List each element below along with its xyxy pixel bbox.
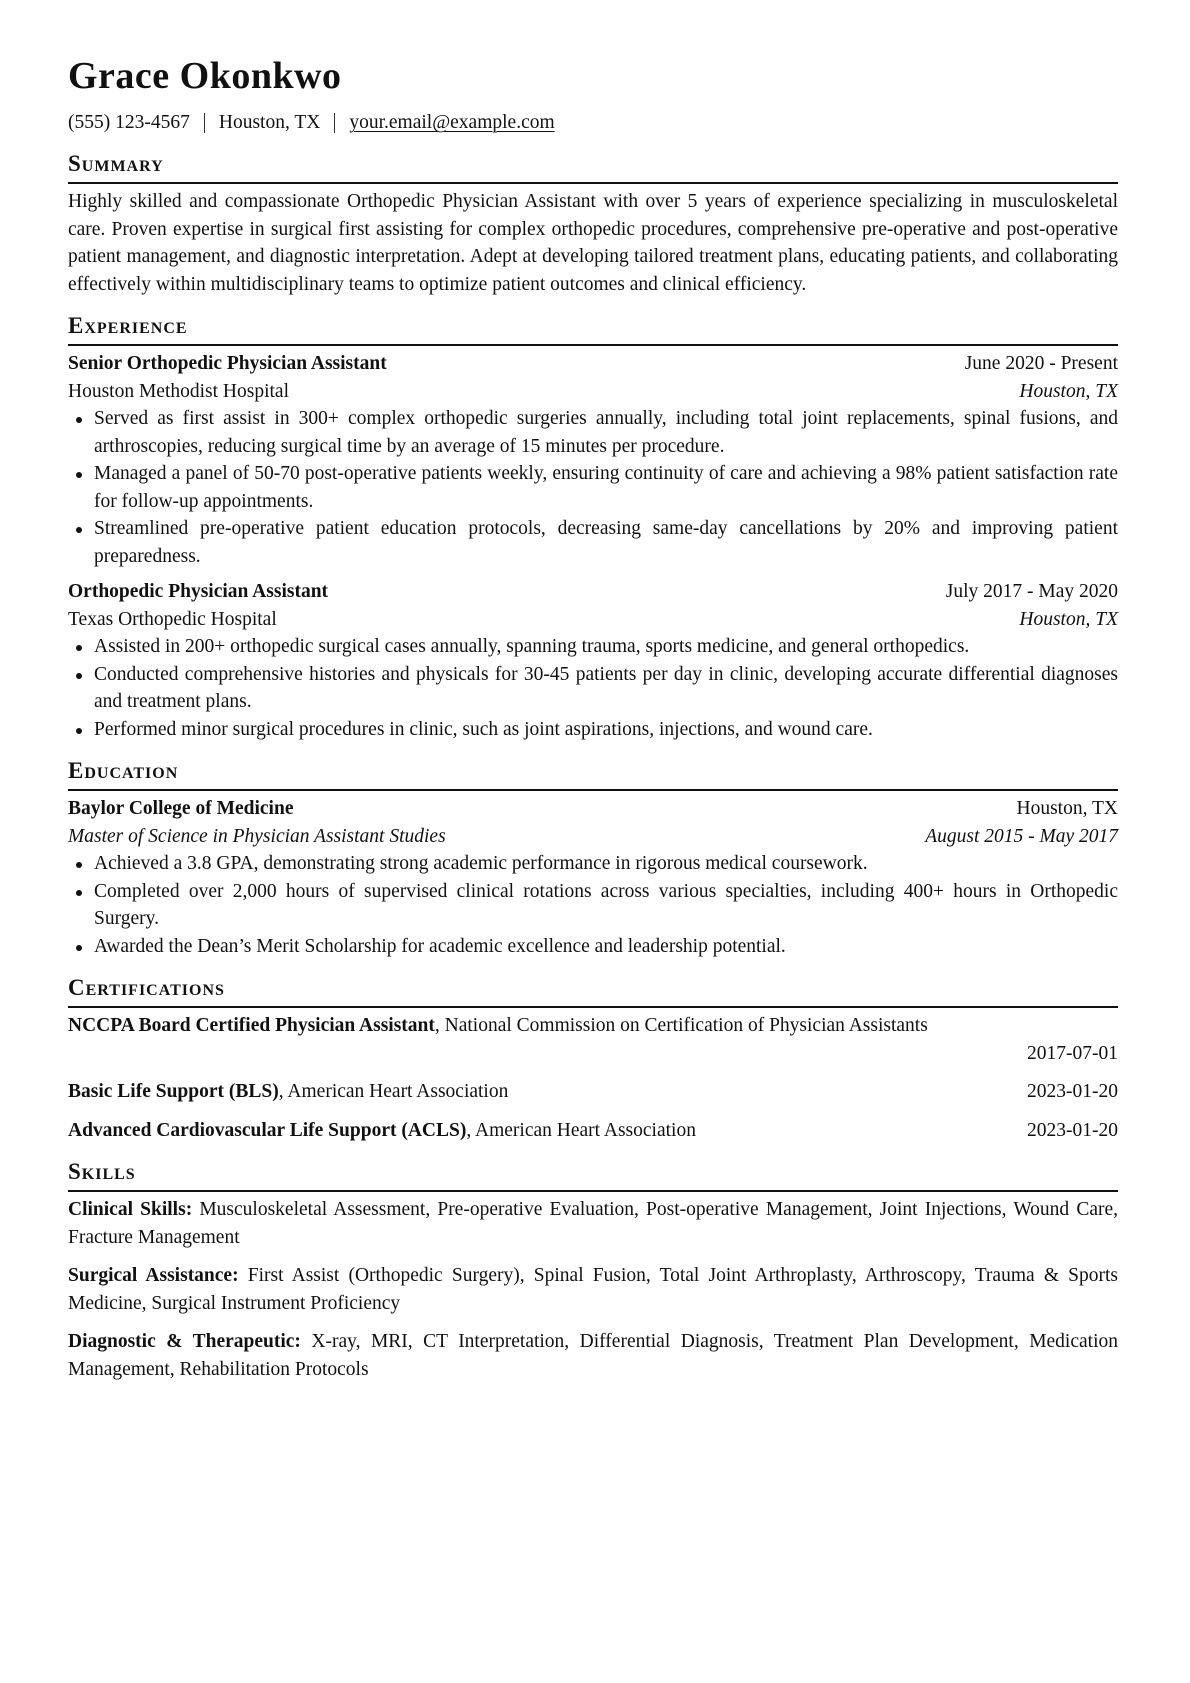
certification-issuer: , American Heart Association: [466, 1119, 696, 1141]
bullet-icon: [76, 673, 82, 679]
bullet-icon: [76, 728, 82, 734]
skill-values: Musculoskeletal Assessment, Pre-operative Evaluation, Post-operative Management, Joint Injections, Wound Care, Fracture Management: [68, 1199, 1118, 1248]
bullet-item: Assisted in 200+ orthopedic surgical cases annually, spanning trauma, sports medicine, and general orthopedics.: [68, 633, 1118, 661]
experience-entry: [68, 578, 1118, 743]
separator: [334, 113, 335, 133]
skill-label: Clinical Skills:: [68, 1199, 193, 1220]
bullet-icon: [76, 417, 82, 423]
separator: [204, 113, 205, 133]
job-dates: July 2017 - May 2020: [945, 581, 1118, 602]
bullet-icon: [76, 890, 82, 896]
skill-label: Surgical Assistance:: [68, 1265, 239, 1286]
education-section: [68, 757, 1118, 960]
experience-section: [68, 312, 1118, 743]
bullet-item: Managed a panel of 50-70 post-operative patients weekly, ensuring continuity of care and achieving a 98% patient satisfaction rate for follow-up appointments.: [68, 460, 1118, 515]
bullet-item: Awarded the Dean’s Merit Scholarship for academic excellence and leadership potential.: [68, 933, 1118, 961]
skill-group: [68, 1328, 1118, 1383]
section-title-education: Education: [68, 757, 1118, 791]
candidate-name: Grace Okonkwo: [68, 55, 342, 97]
school-location: Houston, TX: [1016, 798, 1118, 819]
certification-issuer: , National Commission on Certification of Physician Assistants: [434, 1015, 928, 1036]
job-bullets: [68, 633, 1118, 743]
skill-group: [68, 1196, 1118, 1251]
bullet-icon: [76, 862, 82, 868]
degree: Master of Science in Physician Assistant Studies: [68, 825, 446, 847]
certification-name: NCCPA Board Certified Physician Assistant: [68, 1015, 435, 1036]
certification-item: [68, 1117, 1118, 1145]
section-title-experience: Experience: [68, 312, 1118, 346]
job-bullets: [68, 405, 1118, 570]
certification-item: [68, 1078, 1118, 1106]
school-name: Baylor College of Medicine: [68, 798, 294, 819]
certification-date: 2017-07-01: [1027, 1042, 1118, 1064]
email-link[interactable]: your.email@example.com: [349, 112, 555, 133]
skill-label: Diagnostic & Therapeutic:: [68, 1331, 301, 1352]
bullet-icon: [76, 527, 82, 533]
bullet-item: Performed minor surgical procedures in clinic, such as joint aspirations, injections, and wound care.: [68, 716, 1118, 744]
employer: Houston Methodist Hospital: [68, 380, 290, 402]
certification-date: 2023-01-20: [1027, 1081, 1118, 1102]
bullet-icon: [76, 645, 82, 651]
certification-issuer: , American Heart Association: [278, 1081, 509, 1102]
experience-entry: [68, 350, 1118, 570]
employer: Texas Orthopedic Hospital: [68, 608, 277, 630]
bullet-item: Achieved a 3.8 GPA, demonstrating strong academic performance in rigorous medical coursework.: [68, 850, 1118, 878]
bullet-item: Completed over 2,000 hours of supervised clinical rotations across various specialties, including 400+ hours in Orthopedic Surgery.: [68, 878, 1118, 933]
certification-item: [68, 1012, 1118, 1067]
certification-name: Advanced Cardiovascular Life Support (ACLS): [68, 1119, 467, 1141]
skill-values: X-ray, MRI, CT Interpretation, Differential Diagnosis, Treatment Plan Development, Medication Management, Rehabilitation Protocols: [68, 1331, 1118, 1380]
education-entry: [68, 795, 1118, 960]
job-title: Orthopedic Physician Assistant: [68, 581, 329, 602]
job-title: Senior Orthopedic Physician Assistant: [68, 353, 387, 374]
skills-section: [68, 1158, 1118, 1383]
section-title-summary: Summary: [68, 150, 1118, 184]
job-location: Houston, TX: [1019, 608, 1118, 630]
summary-text: Highly skilled and compassionate Orthopedic Physician Assistant with over 5 years of experience specializing in musculoskeletal care. Proven expertise in surgical first assisting for complex orthopedic procedures, comprehensive pre-operative and post-operative patient management, and diagnostic interpretation. Adept at developing tailored treatment plans, educating patients, and collaborating effectively within multidisciplinary teams to optimize patient outcomes and clinical efficiency.: [68, 191, 1118, 295]
location: Houston, TX: [218, 112, 321, 133]
certification-date: 2023-01-20: [1027, 1119, 1118, 1141]
bullet-item: Conducted comprehensive histories and physicals for 30-45 patients per day in clinic, developing accurate differential diagnoses and treatment plans.: [68, 661, 1118, 716]
skill-values: First Assist (Orthopedic Surgery), Spinal Fusion, Total Joint Arthroplasty, Arthroscopy, Trauma & Sports Medicine, Surgical Instrument Proficiency: [68, 1265, 1119, 1314]
contact-line: [68, 110, 1118, 136]
certification-name: Basic Life Support (BLS): [68, 1081, 279, 1102]
certifications-section: [68, 974, 1118, 1144]
education-bullets: [68, 850, 1118, 960]
phone-number: (555) 123-4567: [68, 112, 190, 133]
job-dates: June 2020 - Present: [964, 353, 1118, 374]
bullet-item: Served as first assist in 300+ complex orthopedic surgeries annually, including total joint replacements, spinal fusions, and arthroscopies, reducing surgical time by an average of 15 minutes per procedure.: [68, 405, 1118, 460]
summary-section: [68, 150, 1118, 298]
skill-group: [68, 1262, 1118, 1317]
job-location: Houston, TX: [1019, 380, 1118, 402]
section-title-skills: Skills: [68, 1158, 1118, 1192]
resume-page: [68, 52, 1118, 1394]
bullet-icon: [76, 472, 82, 478]
bullet-icon: [76, 945, 82, 951]
section-title-certifications: Certifications: [68, 974, 1118, 1008]
bullet-item: Streamlined pre-operative patient education protocols, decreasing same-day cancellations by 20% and improving patient preparedness.: [68, 515, 1118, 570]
education-dates: August 2015 - May 2017: [925, 825, 1118, 847]
